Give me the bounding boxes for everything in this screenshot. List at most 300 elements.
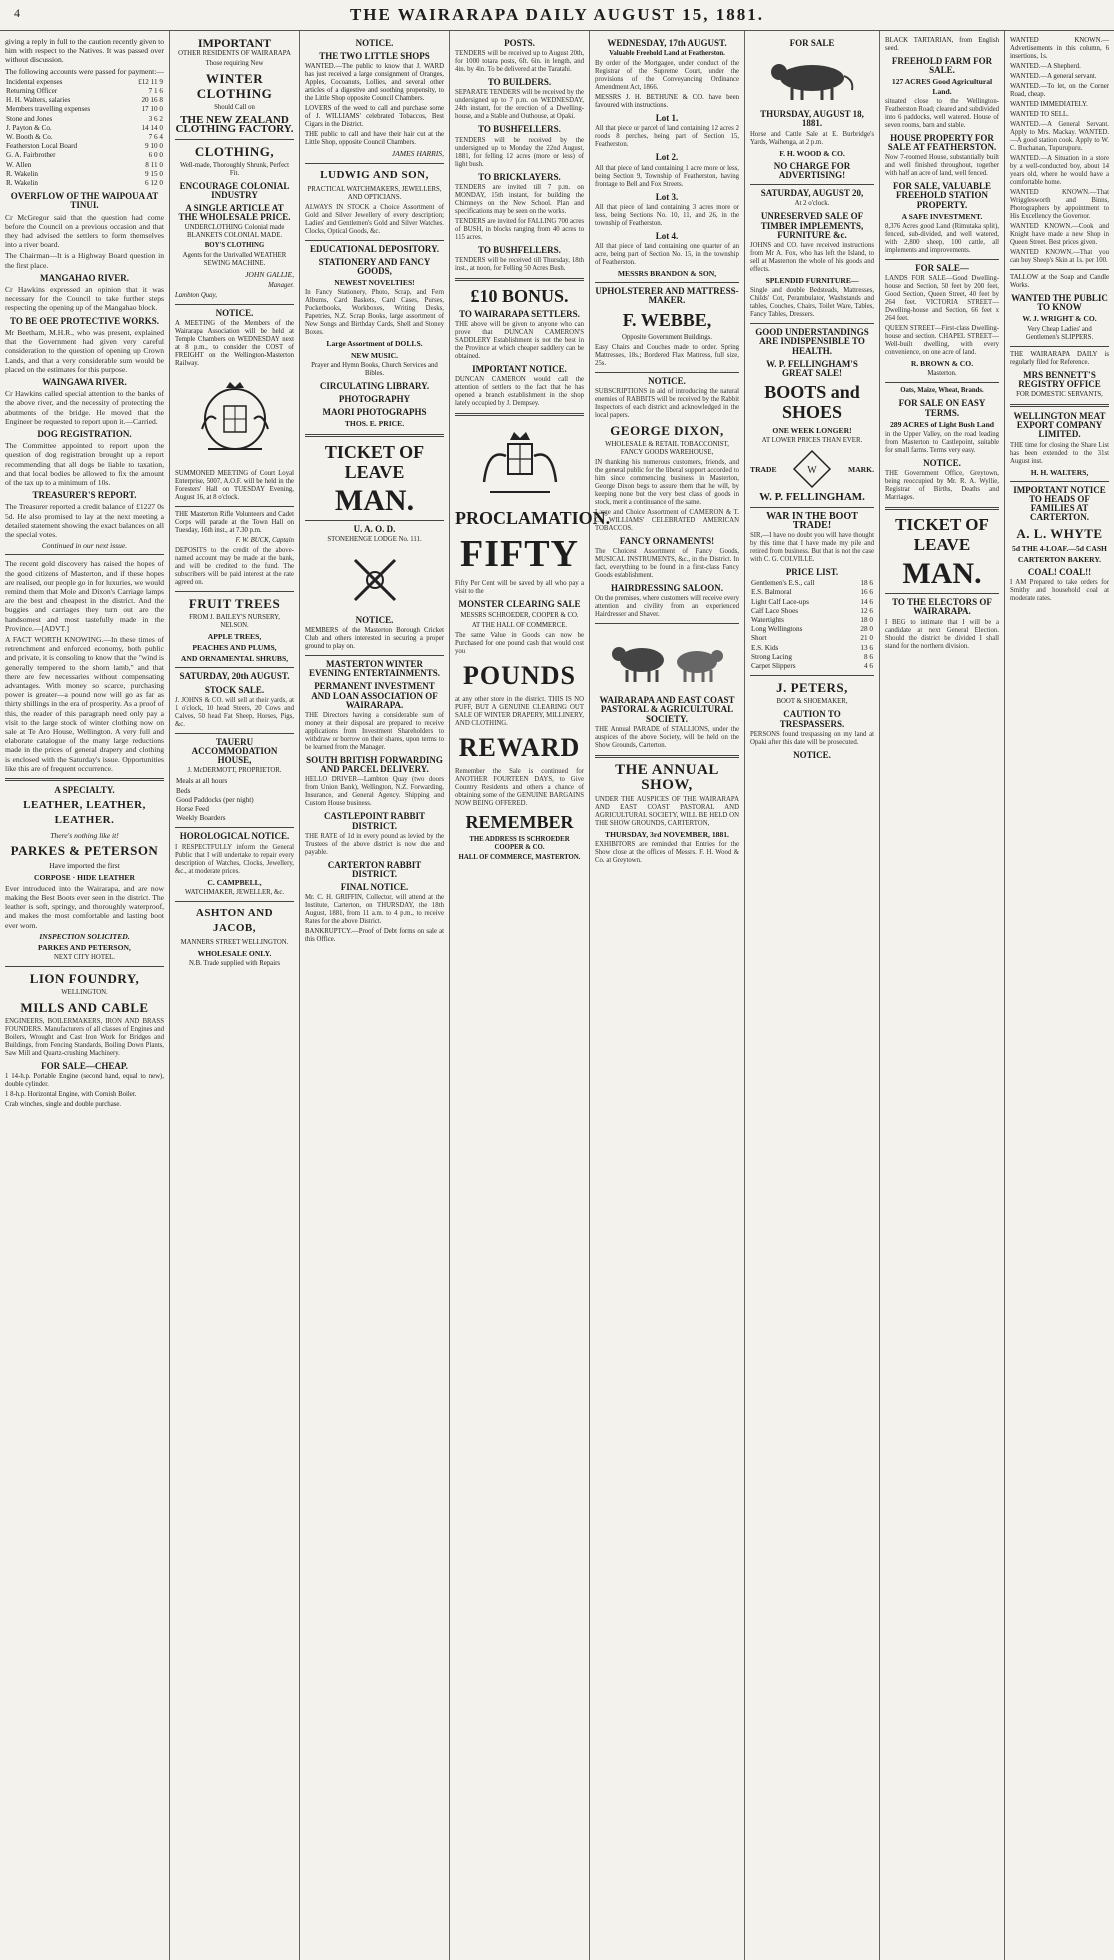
wanted-servant: WANTED.—A general servant. [1010, 73, 1097, 80]
body-text: TENDERS will be received till Thursday, 18th inst., at noon, for Felling 50 Acres Bush. [455, 257, 584, 273]
livestock-engraving-icon [597, 630, 737, 690]
row-label: Carpet Slippers [751, 662, 796, 671]
bankruptcy-notice: BANKRUPTCY.—Proof of Debt forms on sale at this Office. [305, 928, 444, 944]
underclothing: UNDERCLOTHING Colonial made BLANKETS COLONIAL MADE. [184, 224, 285, 240]
circulating-library: CIRCULATING LIBRARY. [319, 380, 430, 391]
fruit-trees-heading: FRUIT TREES [188, 595, 281, 611]
body-text: In Fancy Stationery, Photo, Scrap, and Fern Albums, Card Baskets, Card Cases, Purses, Pocketbooks, Workboxes, Writing Desks, Papetries, N.Z. Scrap Books, large assortment of New Songs and Birthday Cards, Shell and Stoney Boxes. [305, 289, 444, 337]
bethune-advert: MESSRS J. H. BETHUNE & CO. have been favoured with instructions. [595, 94, 739, 110]
show-date: THURSDAY, 3rd NOVEMBER, 1881. [605, 829, 729, 839]
wright-name: W. J. WRIGHT & CO. [1022, 314, 1097, 324]
body-text: The Chairman—It is a Highway Board question in the first place. [5, 251, 164, 270]
notice-heading-2: NOTICE. [355, 614, 394, 625]
row-label: Short [751, 634, 767, 643]
column-7 [880, 31, 1005, 1960]
row-label: H. H. Walters, salaries [6, 96, 71, 105]
body-text: The Committee appointed to report upon the question of dog registration brought up a report recommending that all dogs be liable to taxation, and that local bodies be allowed to fix the amount of the tax up to a minimum of 10s. [5, 441, 164, 487]
row-value: 14 6 [860, 597, 873, 606]
single-article-heading: A SINGLE ARTICLE AT THE WHOLESALE PRICE. [178, 203, 291, 223]
column-1 [0, 31, 170, 1960]
winter-clothing-heading: WINTER CLOTHING [196, 71, 273, 102]
lodge-emblem-icon [345, 550, 405, 610]
meals-row [175, 777, 294, 786]
coal-heading: COAL! COAL!! [1027, 567, 1092, 578]
row-label: Beds [176, 786, 191, 795]
mills-cable-heading: MILLS AND CABLE [20, 1000, 149, 1016]
account-row [5, 96, 164, 105]
body-text: Remember the Sale is continued for ANOTHER FOURTEEN DAYS, to Give Country Residents and others a chance of obtaining some of the GENUINE BARGAINS NOW BEING OFFERED. [455, 767, 584, 807]
price-row [750, 588, 874, 597]
reward-heading: REWARD [458, 732, 581, 762]
manners-street: MANNERS STREET WELLINGTON. [180, 938, 289, 946]
body-text: EXHIBITORS are reminded that Entries for the Show close at the offices of Messrs. F. H. Wood & Co. at Greytown. [595, 841, 739, 865]
row-value: 12 6 [860, 606, 873, 615]
body-text: JOHNS and CO. have received instructions from Mr A. Fox, who has left the Island, to sell at Masterton the whole of his goods and effects. [750, 242, 874, 274]
settlers-heading: TO WAIRARAPA SETTLERS. [459, 309, 580, 320]
body-text: J. JOHNS & CO. will sell at their yards, at 1 o'clock, 10 head Steers, 20 Cows and Calves, 50 head Fat Sheep, Horses, Pigs, &c. [175, 696, 294, 728]
body-text: DUNCAN CAMERON would call the attention of settlers to the fact that he has opened a branch establishment in the shop lately occupied by J. Dempsey. [455, 376, 584, 408]
row-label: E.S. Balmoral [751, 588, 792, 597]
encourage-heading: ENCOURAGE COLONIAL INDUSTRY [179, 180, 290, 200]
account-row [5, 124, 164, 133]
address-line-2: HALL OF COMMERCE, MASTERTON. [458, 853, 581, 861]
row-value: 14 14 0 [141, 123, 163, 132]
ludwig-sub: PRACTICAL WATCHMAKERS, JEWELLERS, AND OPTICIANS. [307, 185, 442, 201]
row-label: Featherston Local Board [6, 142, 78, 151]
posts-heading: POSTS. [504, 38, 535, 48]
body-text: Cr Hawkins called special attention to the banks of the above river, and the necessity of protecting the abutments of the bridge. He moved that the Engineer be requested to report upon it.—Carried. [5, 389, 164, 426]
row-label: Weekly Boarders [176, 814, 226, 823]
body-text: THE above will be given to anyone who can prove that DUNCAN CAMERON'S SADDLERY Establishment is not the best in the Province at which cheaper saddlery can be obtained. [455, 321, 584, 361]
agents-line: Agents for the Unrivalled WEATHER SEWING MACHINE. [182, 252, 287, 268]
sale-time: At 2 o'clock. [794, 200, 830, 208]
bonus-heading: £10 BONUS. [470, 286, 569, 307]
body-text: Easy Chairs and Couches made to order. Spring Mattresses, 18s.; Bordered Flax Mattress, full size, 25s. [595, 343, 739, 367]
proclamation-heading: PROCLAMATION. [455, 508, 611, 529]
bread-price: 5d THE 4-LOAF.—5d CASH [1012, 543, 1107, 553]
body-text: PERSONS found trespassing on my land at Opaki after this date will be prosecuted. [750, 730, 874, 746]
photography-heading: PHOTOGRAPHY [338, 394, 411, 405]
winter-entertainments: MASTERTON WINTER EVENING ENTERTAINMENTS. [308, 659, 441, 679]
row-label: R. Wakelin [6, 169, 39, 178]
row-value: 8 11 0 [145, 160, 163, 169]
ward-advert: WANTED.—The public to know that J. WARD has just received a large consignment of Oranges, Apples, Cocoanuts, Lollies, and several other articles of a digestive and soothing propensity, to the Little Shop opposite Council Chambers. [305, 63, 444, 103]
body-text: at any other store in the district. THIS IS NO PUFF, BUT A GENUINE CLEARING OUT SALE OF WINTER DRAPERY, MILLINERY, AND CLOTHING. [455, 695, 584, 727]
body-text: TENDERS will be received up to August 20th, for 1000 totara posts, 6ft. 6in. in length, and 4in. by 4in. To be delivered at the Taratahi. [455, 50, 584, 74]
parkes-line: Have imported the first [49, 861, 120, 871]
body-text: All that piece of land containing one quarter of an acre, being part of Section No. 15, in the township of Featherston. [595, 243, 739, 267]
meals-row [175, 787, 294, 796]
price-row [750, 653, 874, 662]
new-music: NEW MUSIC. [350, 350, 399, 360]
webbe-heading: F. WEBBE, [622, 309, 712, 330]
oats-line: Oats, Maize, Wheat, Brands. [900, 387, 984, 395]
fruit-trees-sub: FROM J. BAILEY'S NURSERY, NELSON. [189, 613, 280, 629]
accommodation-heading: TAUERU ACCOMMODATION HOUSE, [191, 736, 278, 766]
row-value: 20 16 8 [141, 96, 163, 105]
price-list-heading: PRICE LIST. [785, 567, 839, 578]
column-3 [300, 31, 450, 1960]
body-text: TENDERS will be received by the undersigned up to Monday the 22nd August, 1881, for felling 12 acres (more or less) of light bush. [455, 136, 584, 168]
row-value: 13 6 [860, 643, 873, 652]
parkes-peterson-sig: PARKES AND PETERSON, [38, 943, 131, 953]
price-row [750, 579, 874, 588]
thursday-heading: THURSDAY, AUGUST 18, 1881. [760, 109, 864, 129]
campbell-role: WATCHMAKER, JEWELLER, &c. [184, 888, 285, 896]
wanted-sell: WANTED TO SELL. [1010, 111, 1069, 118]
address-line: THE ADDRESS IS SCHROEDER COOPER & CO. [469, 835, 570, 851]
price-row [750, 662, 874, 671]
row-label: Long Wellingtons [751, 625, 803, 634]
no-charge-heading: NO CHARGE FOR ADVERTISING! [773, 160, 851, 181]
acres-line: 127 ACRES Good Agricultural Land. [891, 77, 993, 96]
meals-table [175, 777, 294, 823]
one-week-longer: ONE WEEK LONGER! [772, 426, 852, 436]
dixon-heading: GEORGE DIXON, [610, 422, 724, 438]
show-society-heading: WAIRARAPA AND EAST COAST PASTORAL & AGRICULTURAL SOCIETY. [599, 695, 735, 724]
column-5 [590, 31, 745, 1960]
column-8 [1005, 31, 1114, 1960]
novelties-heading: NEWEST NOVELTIES! [334, 278, 415, 288]
trade-supplied: N.B. Trade supplied with Repairs [188, 960, 280, 968]
body-text: A FACT WORTH KNOWING.—In these times of retrenchment and enforced economy, both public and private, it is consoling to know that the "wind is generally tempered to the shorn lamb," and that there are few necessaries without compensating advantages. With money so scarce, purchasing power is greater—a pound now will go as far as thirty shillings in the era of prosperity. As a proof of this, the reader of this paragraph need only pay a visit to the large stock of winter clothing now on sale at Te Aro House, Wellington. A very full and elaborate catalogue of the many large reductions made in the prices of general drapery and clothing is enclosed with the Saturday's issue. Opportunities like this are of frequent occurrence. [5, 634, 164, 773]
freehold-heading: FREEHOLD FARM FOR SALE. [891, 56, 993, 76]
notice-body: A MEETING of the Members of the Wairarapa Association will be held at Temple Chambers on WEDNESDAY next at 8 p.m., to consider the COST of FREIGHT on the Wellington-Masterton Railway. [175, 319, 294, 367]
account-row [5, 105, 164, 114]
lodge-line: STONEHENGE LODGE No. 111. [327, 535, 422, 543]
for-sale-heading: FOR SALE [789, 38, 835, 48]
row-label: E.S. Kids [751, 643, 779, 652]
royal-crest-icon [190, 374, 280, 464]
body-text: Horse and Cattle Sale at E. Burbridge's Yards, Waihenga, at 2 p.m. [750, 130, 874, 146]
peaches-plums: PEACHES AND PLUMS, [192, 643, 277, 653]
maori-photographs: MAORI PHOTOGRAPHS [322, 407, 427, 418]
section-heading: DOG REGISTRATION. [37, 428, 132, 439]
ticket-of-leave-2: TICKET OF LEAVE [895, 515, 989, 555]
price-list-table [750, 579, 874, 671]
row-label: Watertights [751, 616, 784, 625]
row-value [291, 796, 294, 805]
chipper-line: Very Cheap Ladies' and Gentlemen's SLIPPERS. [1025, 325, 1094, 341]
row-label: Gentlemen's E.S., call [751, 579, 815, 588]
row-label: Calf Lace Shoes [751, 606, 799, 615]
lower-prices: AT LOWER PRICES THAN EVER. [761, 437, 863, 445]
body-text: DEPOSITS to the credit of the above-named account may be made at the bank, and will be credited to the fund. The subscribers will be paid interest at the rate agreed on. [175, 546, 294, 586]
body-text: Ever introduced into the Wairarapa, and are now making the Best Boots ever seen in the district. The leather is soft, springy, and thoroughly waterproof, and makes the most comfortable and lasting boot ever worn. [5, 883, 164, 930]
should-call: Should Call on [214, 104, 255, 112]
section-heading: MANGAHAO RIVER. [40, 272, 129, 283]
body-text: THE Annual PARADE of STALLIONS, under the auspices of the above Society, will be held on the Show Grounds, Carterton. [595, 725, 739, 749]
haircut-advert: THE public to call and have their hair cut at the Little Shop, opposite Council Chambers. [305, 131, 444, 147]
body-text: THE RATE of 1d in every pound as levied by the Trustees of the above district is now due and payable. [305, 832, 444, 856]
whyte-heading: IMPORTANT NOTICE TO HEADS OF FAMILIES AT CARTERTON. [1013, 484, 1106, 523]
ludwig-heading: LUDWIG AND SON, [320, 168, 429, 181]
good-understanding: GOOD UNDERSTANDINGS ARE INDISPENSIBLE TO HEALTH. [755, 327, 869, 356]
body-text: The Treasurer reported a credit balance of £1227 0s 5d. He also promised to lay at the next meeting a detailed statement showing the exact balances on all the special votes. [5, 502, 164, 539]
boots-shoes-heading: BOOTS and SHOES [764, 382, 860, 423]
saturday-heading: SATURDAY, 20th AUGUST. [179, 671, 290, 682]
section-heading: TO BE OEE PROTECTIVE WORKS. [10, 315, 159, 326]
dixon-sub: WHOLESALE & RETAIL TOBACCONIST, FANCY GOODS WAREHOUSE, [605, 440, 729, 456]
wanted-let: WANTED.—To let, on the Corner Road, cheap. [1010, 83, 1109, 98]
gorse-meeting: SUMMONED MEETING of Court Loyal Enterprise, 5007, A.O.F. will be held in the Foresters' Hall on TUESDAY Evening, August 16, at 8 o'clock. [175, 469, 294, 501]
easy-terms-heading: FOR SALE ON EASY TERMS. [898, 398, 986, 418]
tartan-line: BLACK TARTARIAN, from English seed. [885, 37, 999, 52]
row-label: Horse Feed [176, 805, 209, 814]
bennett-heading: MRS BENNETT'S REGISTRY OFFICE [1018, 369, 1101, 389]
daily-note: THE WAIRARAPA DAILY is regularly filed for Reference. [1010, 350, 1109, 366]
body-text: WANTED KNOWN.—That Wrigglesworth and Binns, Photographers by appointment to His Excellency the Governor. [1010, 189, 1109, 220]
account-row [5, 87, 164, 96]
row-label: Good Paddocks (per night) [176, 795, 254, 804]
body-text: I AM Prepared to take orders for Smithy and household coal at moderate rates. [1010, 579, 1109, 603]
corpose-leather: CORPOSE · HIDE LEATHER [34, 872, 135, 882]
uaod-heading: U. A. O. D. [353, 523, 396, 534]
account-row [5, 133, 164, 142]
pounds-heading: POUNDS [463, 660, 576, 690]
row-value: 7 1 6 [148, 87, 163, 96]
masthead [0, 0, 1114, 31]
schroeder-line: MESSRS SCHROEDER, COOPER & CO. [460, 611, 579, 619]
row-value: 4 6 [864, 662, 873, 671]
lion-foundry-sub: WELLINGTON. [61, 989, 108, 997]
for-sale-item: Crab winches, single and double purchase. [5, 1101, 122, 1109]
body-text: By order of the Mortgagee, under conduct of the Registrar of the Supreme Court, under the provisions of the Conveyancing Ordinance Amendment Act, 1866. [595, 60, 739, 92]
leather-tagline: There's nothing like it! [50, 831, 119, 841]
walters-name: H. H. WALTERS, [1030, 467, 1089, 477]
body-text: Now 7-roomed House, substantially built and well finished throughout, together with half an acre of land, well fenced. [885, 154, 999, 178]
price-row [750, 644, 874, 653]
gallie-sig: JOHN GALLIE, [245, 270, 294, 280]
body-text: Mr Beetham, M.H.R., who was present, explained that the Government had given very careful consideration to the question of opening up Crown Lands, and that a very considerable sum would be placed on the estimates for this purpose. [5, 327, 164, 374]
row-value [291, 814, 294, 823]
column-6 [745, 31, 880, 1960]
row-label: G. A. Fairbrother [6, 151, 56, 160]
gallie-role: Manager. [268, 281, 294, 289]
body-text: 8,376 Acres good Land (Rimutaka split), fenced, sub-divided, and well watered, with 2,800 sheep, 100 cattle, all implements and improvements. [885, 223, 999, 255]
body-text: SIR,—I have no doubt you will have thought by this time that I have made my pile and retired from business. But that is not the case with C. G. COLVILLE. [750, 532, 874, 564]
section-heading: TREASURER'S REPORT. [32, 490, 137, 501]
notice-heading: NOTICE. [648, 375, 686, 386]
lion-foundry-heading: LION FOUNDRY, [29, 971, 140, 987]
brown-name: R. BROWN & CO. [910, 359, 974, 369]
tobacco-advert: LOVERS of the weed to call and purchase some of J. WILLIAMS' celebrated Tobaccos, Best Cigars in the District. [305, 105, 444, 129]
price-row [750, 616, 874, 625]
permanent-investment: PERMANENT INVESTMENT AND LOAN ASSOCIATION OF WAIRARAPA. [311, 681, 438, 710]
body-text: Large and Choice Assortment of CAMERON & T. C. WILLIAMS' CELEBRATED AMERICAN TOBACCOS. [595, 508, 739, 532]
row-value: 9 10 0 [145, 142, 163, 151]
for-sale-heading: FOR SALE— [915, 263, 969, 274]
bakery-name: CARTERTON BAKERY. [1017, 554, 1102, 564]
price-row [750, 625, 874, 634]
row-value: 28 0 [860, 625, 873, 634]
for-sale-item: 1 14-h.p. Portable Engine (second hand, equal to new), double cylinder. [5, 1073, 164, 1089]
splendid-furniture: SPLENDID FURNITURE— [765, 276, 859, 286]
whyte-name: A. L. WHYTE [1016, 525, 1103, 541]
ticket-man: MAN. [334, 483, 415, 517]
body-text: Fifty Per Cent will be saved by all who pay a visit to the [455, 580, 584, 596]
bricklayers-heading: TO BRICKLAYERS. [478, 171, 561, 182]
notice-heading: NOTICE. [355, 38, 394, 48]
body-text: All that piece or parcel of land containing 12 acres 2 roods 8 perches, being part of Section 15, Featherston. [595, 125, 739, 149]
row-value: 9 15 0 [145, 169, 163, 178]
body-text: in the Upper Valley, on the road leading from Masterton to Castlepoint, suitable for small farms. Terms very easy. [885, 431, 999, 455]
tallow-line: TALLOW at the Soap and Candle Works. [1010, 274, 1109, 289]
body-text: All that piece of land containing 3 acres more or less, being Sections No. 10, 11, and 26, in the township of Featherston. [595, 203, 739, 227]
account-row [5, 161, 164, 170]
body-text: The Choicest Assortment of Fancy Goods, MUSICAL INSTRUMENTS, &c., in the District. In fact, everything to be found in a first-class Fancy Goods establishment. [595, 548, 739, 580]
fellingham-sale: W. P. FELLINGHAM'S GREAT SALE! [766, 358, 858, 379]
wanted-public-heading: WANTED THE PUBLIC TO KNOW [1011, 293, 1108, 313]
unreserved-heading: UNRESERVED SALE OF TIMBER IMPLEMENTS, FURNITURE &c. [760, 211, 864, 240]
body-text: ALWAYS IN STOCK a Choice Assortment of Gold and Silver Jewellery of every description; Ladies' and Gentlemen's Gold and Silver Watches. Clocks, Optical Goods, &c. [305, 203, 444, 235]
carterton-heading: CARTERTON RABBIT DISTRICT. [327, 859, 422, 880]
row-label: Strong Lacing [751, 652, 792, 661]
nz-clothing-factory: THE NEW ZEALAND CLOTHING FACTORY. [175, 114, 294, 136]
south-british-heading: SOUTH BRITISH FORWARDING AND PARCEL DELIVERY. [306, 755, 443, 775]
price-sig: THOS. E. PRICE. [344, 419, 405, 429]
valuable-land: Valuable Freehold Land at Featherston. [609, 50, 725, 58]
body-text: I RESPECTFULLY inform the General Public that I will undertake to repair every description of Watches, Clocks, Jewellery, &c., at moderate prices. [175, 843, 294, 875]
body-text: SEPARATE TENDERS will be received by the undersigned up to 7 p.m. on WEDNESDAY, 24th instant, for the erection of a Dwelling-house, and a Stable and Outhouse, at Opaki. [455, 89, 584, 121]
row-label: Meals at all hours [176, 777, 228, 786]
body-text: QUEEN STREET—First-class Dwelling-house and section. CHAPEL STREET—Well-built dwelling, with every convenience, on one acre of land. [885, 325, 999, 357]
important-heading: IMPORTANT [197, 36, 272, 50]
account-row [5, 170, 164, 179]
body-text: All that piece of land containing 1 acre more or less, being Section 9, Township of Featherston, having frontage to Bell and Fox Streets. [595, 164, 739, 188]
sections-line: 289 ACRES of Light Bush Land [889, 419, 995, 429]
electors-heading: TO THE ELECTORS OF WAIRARAPA. [892, 597, 992, 617]
body-text: WANTED KNOWN.—That you can buy Sheep's Skin at 1s. per 100. [1010, 249, 1109, 264]
lot-heading: Lot 1. [655, 113, 679, 124]
volunteers-notice: THE Masterton Rifle Volunteers and Cadet Corps will parade at the Town Hall on Tuesday, 16th inst., at 7.30 p.m. [175, 510, 294, 534]
wholesale-only: WHOLESALE ONLY. [197, 948, 272, 958]
requiring-line: Those requiring New [205, 60, 264, 68]
body-text: Cr Hawkins expressed an opinion that it was necessary for the Council to take further steps respecting the opening up of the Mangahao block. [5, 285, 164, 313]
royal-arms-icon [470, 422, 570, 502]
ornamental-shrubs: AND ORNAMENTAL SHRUBS, [180, 654, 289, 664]
body-text: WANTED KNOWN.—Cook and Knight have made a new Shop in Queen Street. Best prices given. [1010, 223, 1109, 246]
row-value: 16 6 [860, 588, 873, 597]
harris-sig: JAMES HARRIS, [391, 149, 444, 159]
meals-row [175, 805, 294, 814]
apple-trees: APPLE TREES, [207, 631, 262, 641]
trade-mark-row [750, 449, 874, 489]
stationery-heading: STATIONERY AND FANCY GOODS, [318, 256, 431, 277]
peters-role: BOOT & SHOEMAKER, [776, 698, 848, 706]
safe-investment: A SAFE INVESTMENT. [901, 211, 983, 221]
leather-heading: LEATHER, LEATHER, LEATHER. [23, 799, 146, 827]
remember-heading: REMEMBER [465, 811, 574, 832]
section-heading: WAINGAWA RIVER. [42, 376, 127, 387]
builders-heading: TO BUILDERS. [487, 77, 552, 88]
specialty-heading: A SPECIALTY. [54, 785, 115, 796]
prayer-books: Prayer and Hymn Books, Church Services and Bibles. [311, 361, 438, 377]
row-value: 21 0 [860, 634, 873, 643]
row-value: 18 6 [860, 579, 873, 588]
body-text: IN thanking his numerous customers, friends, and the general public for the liberal support accorded to him since commencing business in Masterton, George Dixon begs to assure them that he will, by keeping none but the very best class of goods in stock, merit a continuance of the same. [595, 458, 739, 506]
fifty-heading: FIFTY [460, 533, 579, 576]
hairdressing-heading: HAIRDRESSING SALOON. [610, 583, 724, 594]
bull-engraving-icon [757, 54, 867, 104]
row-label: R. Wakelin [6, 179, 39, 188]
row-label: W. Booth & Co. [6, 133, 53, 142]
mark-label: MARK. [848, 464, 874, 474]
notice-last: NOTICE. [793, 749, 831, 760]
station-heading: FOR SALE, VALUABLE FREEHOLD STATION PROPERTY. [893, 181, 991, 210]
column-2 [170, 31, 300, 1960]
for-sale-item: 1 8-h.p. Horizontal Engine, with Cornish Boiler. [5, 1091, 137, 1099]
section-heading: OVERFLOW OF THE WAIPOUA AT TINUI. [10, 191, 159, 211]
page-number: 4 [14, 6, 20, 20]
column-4 [450, 31, 611, 1960]
accounts-lead: The following accounts were passed for payment:— [5, 66, 164, 76]
row-label: Stone and Jones [6, 114, 53, 123]
body-text: THE Directors having a considerable sum of money at their disposal are prepared to receive applications from Investment Shareholders to withdraw or borrow on their shares, upon terms to be learned from the Manager. [305, 712, 444, 752]
castlepoint-heading: CASTLEPOINT RABBIT DISTRICT. [323, 811, 426, 831]
row-label: Members travelling expenses [6, 105, 91, 114]
meals-row [175, 796, 294, 805]
body-text: LANDS FOR SALE—Good Dwelling-house and Section, 50 feet by 200 feet, Good Section, Queen Street, 40 feet by 264 feet. VICTORIA STREET—Dwelling-house and Section, 66 feet x 264 feet. [885, 275, 999, 323]
intro-paragraph: giving a reply in full to the caution recently given to him with respect to the Natives. It was passed over without discussion. [5, 37, 164, 65]
body-text: Cr McGregor said that the question had come before the Council on a previous occasion and that they had advised the settlers to form themselves into a river board. [5, 212, 164, 250]
account-row [5, 142, 164, 151]
row-value [291, 777, 294, 786]
lot-heading: Lot 4. [655, 230, 679, 241]
body-text: WANTED.—A Situation in a store by a well-conducted boy, about 14 years old, where he would have a comfortable home. [1010, 155, 1109, 186]
newspaper-title: THE WAIRARAPA DAILY AUGUST 15, 1881. [349, 5, 765, 24]
body-text: The recent gold discovery has raised the hopes of the good citizens of Masterton, and if these hopes are realised, our people go in for luxuries, we would remind them that Mole and Dixon's Carriage lamps are the best and cheapest in the district. And the buggies and carriages they turn out are the handsomest and most tastefully made in the Province.—[ADVT.] [5, 559, 164, 633]
body-text: On the premises, where customers will receive every attention and civility from an experienced Hairdresser and Shaver. [595, 595, 739, 619]
upholsterer-heading: UPHOLSTERER AND MATTRESS-MAKER. [595, 286, 739, 306]
body-text: situated close to the Wellington-Featherston Road; cleared and subdivided into 6 paddocks, well watered. House of seven rooms, barn and stable. [885, 97, 1000, 129]
wednesday-heading: WEDNESDAY, 17th AUGUST. [607, 38, 727, 48]
accounts-table [5, 78, 164, 188]
body-text: TENDERS are invited for FALLING 700 acres of BUSH, in blocks ranging from 40 acres to 115 acres. [455, 217, 584, 241]
bushfellers-heading-2: TO BUSHFELLERS. [478, 244, 561, 255]
body-text: The same Value in Goods can now be Purchased for one pound cash that would cost you [455, 631, 584, 655]
ticket-of-leave: TICKET OF LEAVE [324, 441, 425, 482]
row-label: Incidental expenses [6, 77, 63, 86]
row-label: Light Calf Lace-ups [751, 597, 809, 606]
body-text: HELLO DRIVER—Lambton Quay (two doors from Union Bank), Wellington, N.Z. Forwarding, Insurance, and General Agency. Shipping and Custom House business. [305, 776, 444, 808]
war-heading: WAR IN THE BOOT TRADE! [766, 510, 858, 531]
cricket-notice: MEMBERS of the Masterton Borough Cricket Club and others interested in securing a proper ground to play on. [305, 627, 444, 651]
fellingham-sig: W. P. FELLINGHAM. [759, 491, 865, 504]
saturday-heading: SATURDAY, AUGUST 20, [760, 188, 864, 199]
final-notice: FINAL NOTICE. [340, 882, 409, 893]
row-label: Returning Officer [6, 87, 58, 96]
account-row [5, 115, 164, 124]
body-text: SUBSCRIPTIONS in aid of introducing the natural enemies of RABBITS will be received by the Rabbit Inspectors of each district and acknowledged in the local papers. [595, 387, 739, 419]
row-value: 3 6 2 [148, 114, 163, 123]
important-sub: OTHER RESIDENTS OF WAIRARAPA [178, 50, 291, 58]
brown-role: Masterton. [927, 370, 957, 378]
lambton-quay: Lambton Quay, [175, 291, 217, 299]
fancy-ornaments: FANCY ORNAMENTS! [619, 535, 715, 546]
row-value: £12 11 9 [138, 77, 163, 86]
wanted-immediately: WANTED IMMEDIATELY. [1010, 101, 1088, 108]
meals-row [175, 814, 294, 823]
body-text: I BEG to intimate that I will be a candidate at next General Election. Should the district be divided I shall stand for the northern division. [885, 618, 999, 650]
educational-heading: EDUCATIONAL DEPOSITORY. [309, 243, 440, 254]
clothing-heading: CLOTHING, [194, 143, 275, 159]
meat-export-heading: WELLINGTON MEAT EXPORT COMPANY LIMITED. [1013, 411, 1106, 440]
body-text: WANTED.—A General Servant. Apply to Mrs. Mackay. WANTED.—A good station cook. Apply to W. C. Buchanan, Tupurupuru. [1010, 121, 1109, 152]
row-value [291, 805, 294, 814]
mcdermott-line: J. McDERMOTT, PROPRIETOR. [187, 767, 282, 775]
price-row [750, 634, 874, 643]
